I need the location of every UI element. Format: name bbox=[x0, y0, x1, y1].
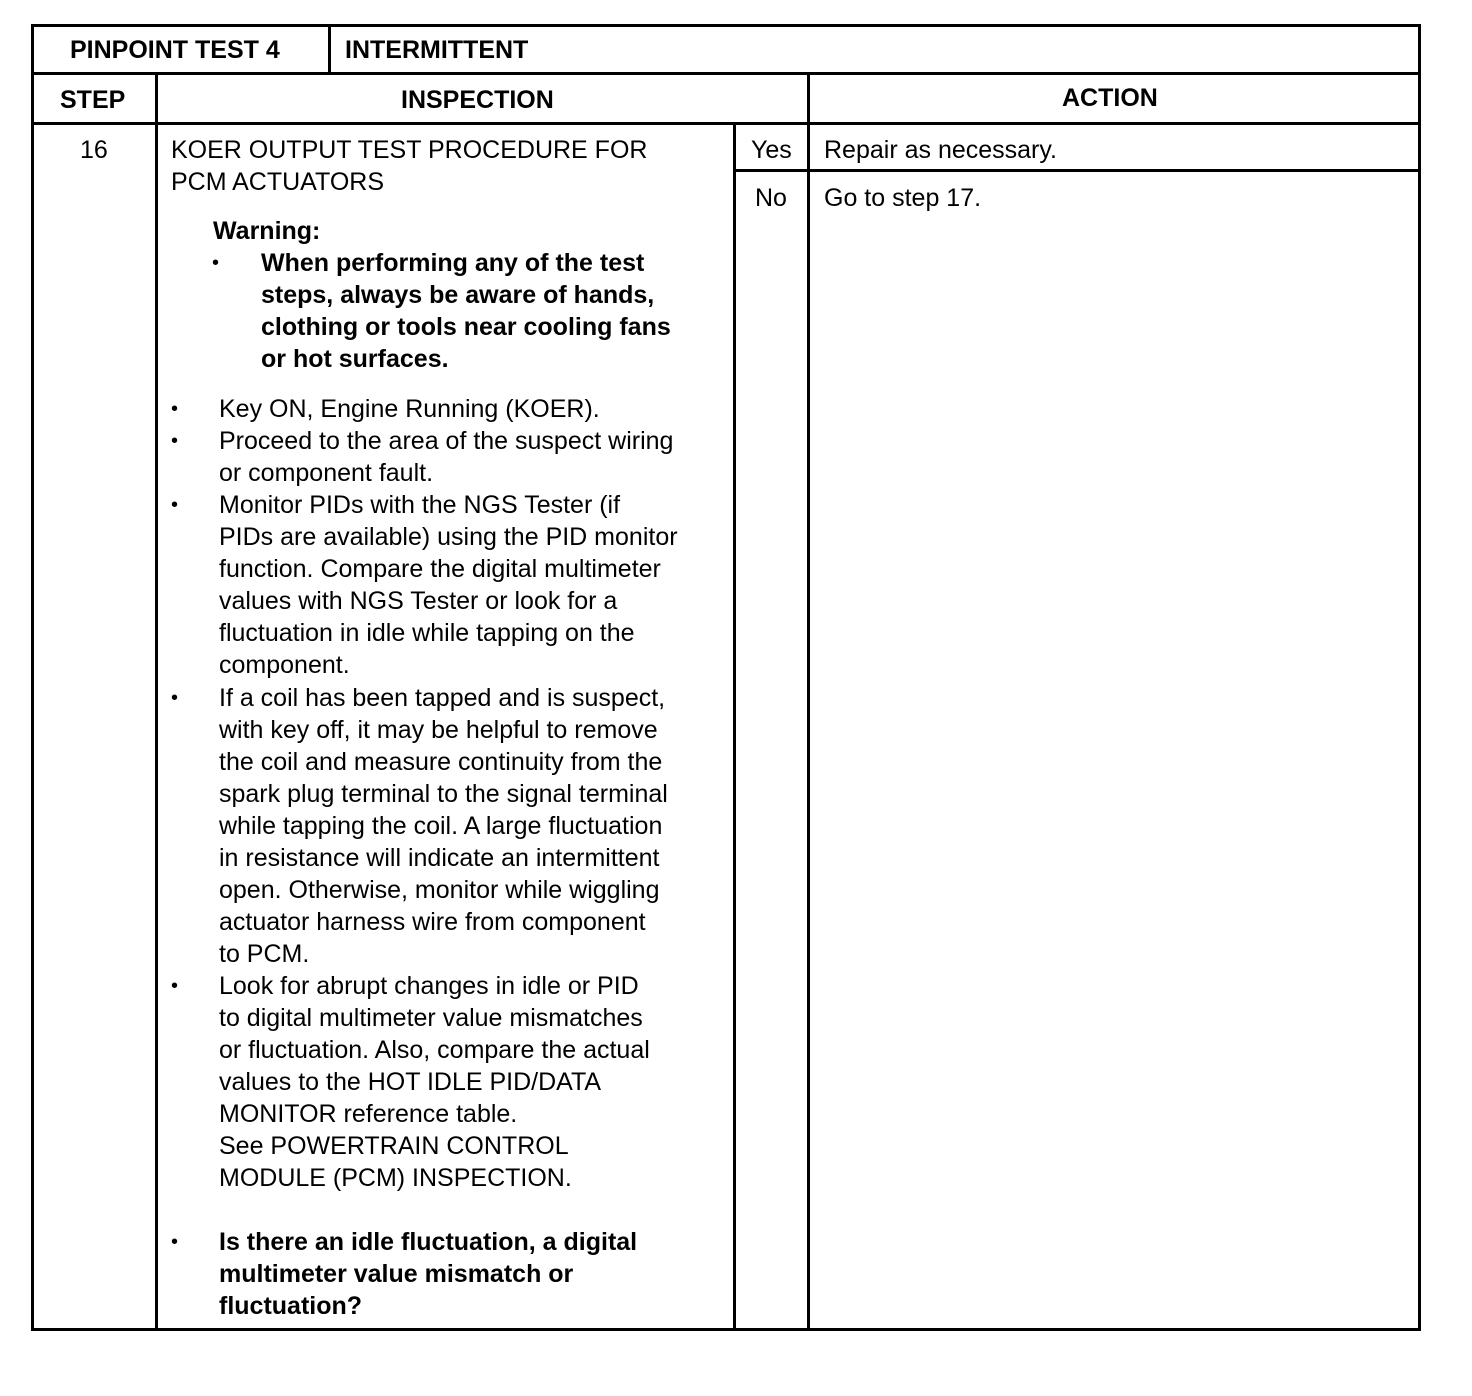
bullet-icon: • bbox=[171, 975, 179, 997]
inspection-heading-line: KOER OUTPUT TEST PROCEDURE FOR bbox=[171, 136, 648, 164]
inspection-bullet bbox=[219, 393, 600, 425]
warning-label: Warning: bbox=[213, 217, 321, 245]
bullet-line: the coil and measure continuity from the bbox=[219, 748, 663, 776]
bullet-line: See POWERTRAIN CONTROL bbox=[219, 1132, 569, 1160]
bullet-line: PIDs are available) using the PID monitor bbox=[219, 523, 678, 551]
bullet-line: Look for abrupt changes in idle or PID bbox=[219, 972, 639, 1000]
warning-line: steps, always be aware of hands, bbox=[261, 281, 655, 309]
bullet-line: values to the HOT IDLE PID/DATA bbox=[219, 1068, 602, 1096]
bullet-line: Key ON, Engine Running (KOER). bbox=[219, 395, 600, 423]
bullet-line: to digital multimeter value mismatches bbox=[219, 1004, 643, 1032]
bullet-line: in resistance will indicate an intermittent bbox=[219, 844, 660, 872]
action-column-divider bbox=[807, 74, 810, 1331]
bullet-line: MODULE (PCM) INSPECTION. bbox=[219, 1164, 572, 1192]
bullet-icon: • bbox=[171, 430, 179, 452]
warning-line: clothing or tools near cooling fans bbox=[261, 313, 671, 341]
inspection-heading-line: PCM ACTUATORS bbox=[171, 168, 384, 196]
inspection-question bbox=[219, 1226, 637, 1322]
question-line: Is there an idle fluctuation, a digital bbox=[219, 1228, 638, 1256]
step-number: 16 bbox=[80, 136, 108, 164]
warning-text bbox=[261, 247, 671, 375]
step-column-divider bbox=[155, 74, 158, 1331]
bullet-line: Monitor PIDs with the NGS Tester (if bbox=[219, 491, 621, 519]
warning-line: When performing any of the test bbox=[261, 249, 645, 277]
title-bar-divider bbox=[31, 72, 1421, 75]
answer-no-label: No bbox=[755, 184, 787, 212]
bullet-icon: • bbox=[171, 398, 179, 420]
question-line: multimeter value mismatch or bbox=[219, 1260, 574, 1288]
question-line: fluctuation? bbox=[219, 1292, 363, 1320]
inspection-bullet bbox=[219, 425, 673, 489]
bullet-line: actuator harness wire from component bbox=[219, 908, 646, 936]
action-column-header: ACTION bbox=[1062, 84, 1158, 112]
bullet-line: or fluctuation. Also, compare the actual bbox=[219, 1036, 650, 1064]
pinpoint-test-label: PINPOINT TEST 4 bbox=[70, 36, 280, 64]
warning-line: or hot surfaces. bbox=[261, 345, 449, 373]
bullet-icon: • bbox=[171, 687, 179, 709]
bullet-line: while tapping the coil. A large fluctuation bbox=[219, 812, 663, 840]
bullet-icon: • bbox=[212, 252, 220, 274]
bullet-icon: • bbox=[171, 494, 179, 516]
bullet-line: with key off, it may be helpful to remove bbox=[219, 716, 658, 744]
bullet-line: component. bbox=[219, 651, 350, 679]
bullet-line: Proceed to the area of the suspect wiring bbox=[219, 427, 674, 455]
step-column-header: STEP bbox=[60, 86, 126, 114]
bullet-line: function. Compare the digital multimeter bbox=[219, 555, 661, 583]
bullet-line: If a coil has been tapped and is suspect, bbox=[219, 684, 666, 712]
bullet-line: values with NGS Tester or look for a bbox=[219, 587, 618, 615]
title-cell-divider bbox=[328, 24, 331, 74]
bullet-line: open. Otherwise, monitor while wiggling bbox=[219, 876, 660, 904]
inspection-bullet bbox=[219, 970, 650, 1194]
header-row-divider bbox=[31, 122, 1421, 125]
answer-yes-label: Yes bbox=[751, 136, 792, 164]
yes-no-divider bbox=[733, 169, 1421, 172]
answer-yes-action: Repair as necessary. bbox=[824, 136, 1057, 164]
answer-no-action: Go to step 17. bbox=[824, 184, 982, 212]
inspection-bullet bbox=[219, 489, 678, 681]
bullet-line: fluctuation in idle while tapping on the bbox=[219, 619, 635, 647]
bullet-line: to PCM. bbox=[219, 940, 310, 968]
inspection-bullet bbox=[219, 682, 668, 970]
bullet-line: or component fault. bbox=[219, 459, 434, 487]
answer-column-divider bbox=[733, 124, 736, 1331]
bullet-line: spark plug terminal to the signal terminal bbox=[219, 780, 668, 808]
bullet-line: MONITOR reference table. bbox=[219, 1100, 518, 1128]
bullet-icon: • bbox=[171, 1231, 179, 1253]
pinpoint-test-name: INTERMITTENT bbox=[345, 36, 529, 64]
inspection-column-header: INSPECTION bbox=[401, 86, 554, 114]
